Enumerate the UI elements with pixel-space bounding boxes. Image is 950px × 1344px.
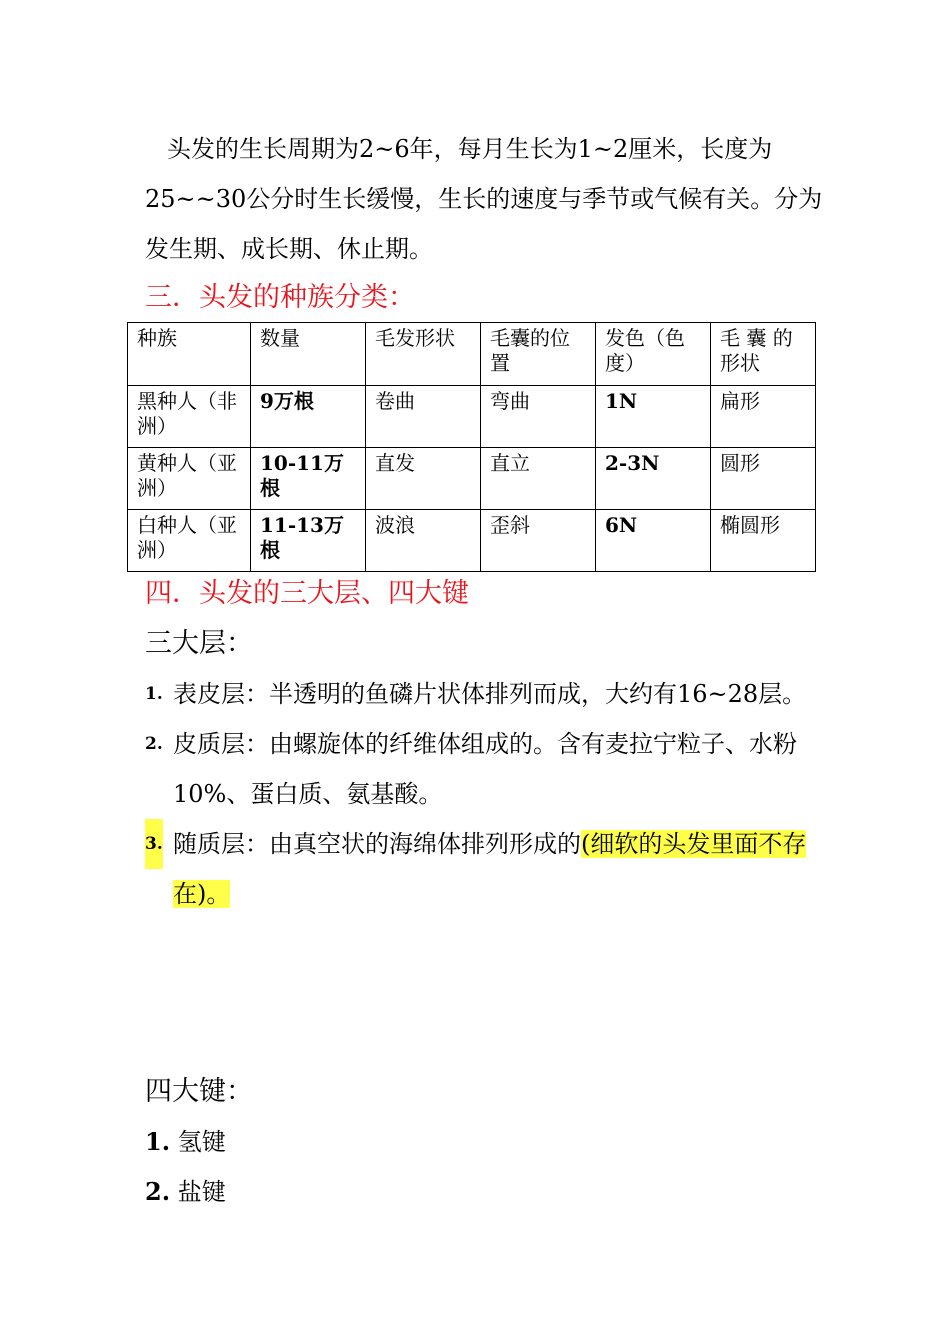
list-item-text: 氢键 [177, 1128, 226, 1156]
table-header-cell: 毛发形状 [366, 323, 481, 386]
table-cell: 6N [596, 510, 711, 572]
table-cell: 直立 [481, 448, 596, 510]
section-heading-race: 三．头发的种族分类： [145, 282, 415, 313]
table-row [128, 510, 816, 572]
list-item-text: 盐键 [177, 1178, 226, 1206]
table-header-cell: 毛囊的位置 [481, 323, 596, 386]
four-bonds-title: 四大键： [145, 1076, 253, 1107]
table-cell: 11-13万根 [251, 510, 366, 572]
table-row [128, 386, 816, 448]
list-item [145, 819, 820, 919]
list-item [145, 719, 820, 819]
intro-paragraph: 头发的生长周期为2~6年，每月生长为1~2厘米，长度为25~~30公分时生长缓慢，生长的速度与季节或气候有关。分为发生期、成长期、休止期。 [145, 135, 823, 263]
list-number: 3. [145, 819, 163, 869]
table-cell: 歪斜 [481, 510, 596, 572]
section-heading-layers-bonds: 四．头发的三大层、四大键 [145, 578, 469, 609]
table-cell: 圆形 [711, 448, 816, 510]
table-cell: 10-11万根 [251, 448, 366, 510]
list-number: 2. [145, 734, 163, 754]
list-item-text: 皮质层：由螺旋体的纤维体组成的。含有麦拉宁粒子、水粉10%、蛋白质、氨基酸。 [173, 730, 797, 808]
table-row [128, 448, 816, 510]
table-header-cell: 数量 [251, 323, 366, 386]
table-cell: 黑种人（非洲） [128, 386, 251, 448]
table-cell: 9万根 [251, 386, 366, 448]
table-cell: 黄种人（亚洲） [128, 448, 251, 510]
bond-item [145, 1124, 226, 1160]
table-cell: 扁形 [711, 386, 816, 448]
list-number: 2. [145, 1177, 171, 1206]
table-header-cell: 毛 囊 的形状 [711, 323, 816, 386]
race-table [127, 322, 816, 572]
table-cell: 2-3N [596, 448, 711, 510]
list-item-text: 表皮层：半透明的鱼磷片状体排列而成，大约有16~28层。 [173, 680, 807, 708]
list-number: 1. [145, 1127, 171, 1156]
highlighted-note: (细软的头发里面不存在)。 [173, 830, 807, 908]
table-cell: 卷曲 [366, 386, 481, 448]
table-cell: 波浪 [366, 510, 481, 572]
three-layers-title: 三大层： [145, 628, 253, 659]
three-layers-list [145, 669, 820, 919]
table-cell: 直发 [366, 448, 481, 510]
list-number: 1. [145, 684, 163, 704]
table-header-row [128, 323, 816, 386]
bond-item [145, 1174, 226, 1210]
list-item-text: 随质层：由真空状的海绵体排列形成的 [173, 830, 581, 858]
table-cell: 1N [596, 386, 711, 448]
table-cell: 白种人（亚洲） [128, 510, 251, 572]
table-cell: 椭圆形 [711, 510, 816, 572]
table-header-cell: 种族 [128, 323, 251, 386]
list-item [145, 669, 820, 719]
table-cell: 弯曲 [481, 386, 596, 448]
table-header-cell: 发色（色度） [596, 323, 711, 386]
